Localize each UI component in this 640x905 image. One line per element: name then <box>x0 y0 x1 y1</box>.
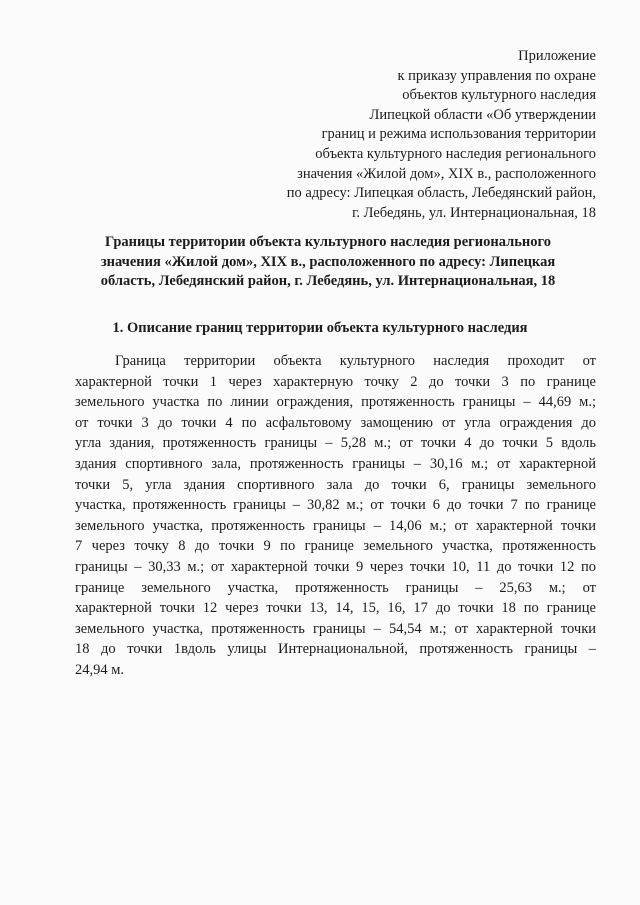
paragraph-line: Граница территории объекта культурного наследия проходит от <box>115 353 596 369</box>
title-line: область, Лебедянский район, г. Лебедянь, ул. Интернациональная, 18 <box>100 273 556 290</box>
paragraph-line: земельного участка, протяженность границы – 54,54 м.; от характерной точки <box>75 620 596 637</box>
appendix-header <box>287 47 596 223</box>
paragraph-line: характерной точки 1 через характерную точку 2 до точки 3 по границе <box>75 373 596 390</box>
title-line: значения «Жилой дом», XIX в., расположенного по адресу: Липецкая <box>100 253 556 270</box>
appendix-line: границ и режима использования территории <box>321 126 596 143</box>
paragraph-line: точки 5, угла здания спортивного зала до точки 6, границы земельного <box>75 476 596 493</box>
paragraph-line: границы – 30,33 м.; от характерной точки 9 через точки 10, 11 до точки 12 по <box>75 558 596 575</box>
paragraph-line: 24,94 м. <box>75 661 125 678</box>
appendix-line: г. Лебедянь, ул. Интернациональная, 18 <box>352 204 596 221</box>
appendix-line: Липецкой области «Об утверждении <box>369 106 596 123</box>
paragraph-line: участка, протяженность границы – 30,82 м.; от точки 6 до точки 7 по границе <box>75 497 596 514</box>
paragraph-line: характерной точки 12 через точки 13, 14, 15, 16, 17 до точки 18 по границе <box>75 600 596 617</box>
document-title <box>60 233 596 292</box>
appendix-line: объекта культурного наследия регионального <box>315 145 596 162</box>
appendix-line: Приложение <box>518 48 596 64</box>
appendix-line: к приказу управления по охране <box>397 67 596 84</box>
paragraph-line: угла здания, протяженность границы – 5,28 м.; от точки 4 до точки 5 вдоль <box>75 435 596 452</box>
body-paragraph <box>75 351 596 681</box>
paragraph-line: 7 через точку 8 до точки 9 по границе земельного участка, протяженность <box>75 538 596 555</box>
paragraph-line: земельного участка, протяженность границы – 14,06 м.; от характерной точки <box>75 517 596 534</box>
paragraph-line: границе земельного участка, протяженность границы – 25,63 м.; от <box>75 579 596 596</box>
appendix-line: значения «Жилой дом», XIX в., расположенного <box>297 165 596 182</box>
appendix-line: по адресу: Липецкая область, Лебедянский район, <box>286 185 596 202</box>
section-heading: 1. Описание границ территории объекта культурного наследия <box>112 320 528 336</box>
paragraph-line: от точки 3 до точки 4 по асфальтовому замощению от угла ограждения до <box>75 414 596 431</box>
paragraph-line: земельного участка по линии ограждения, протяженность границы – 44,69 м.; <box>75 394 596 411</box>
title-line: Границы территории объекта культурного наследия регионального <box>105 234 551 250</box>
paragraph-line: 18 до точки 1вдоль улицы Интернациональной, протяженность границы – <box>75 641 596 658</box>
appendix-line: объектов культурного наследия <box>402 87 596 104</box>
paragraph-line: здания спортивного зала, протяженность границы – 30,16 м.; от характерной <box>75 455 596 472</box>
